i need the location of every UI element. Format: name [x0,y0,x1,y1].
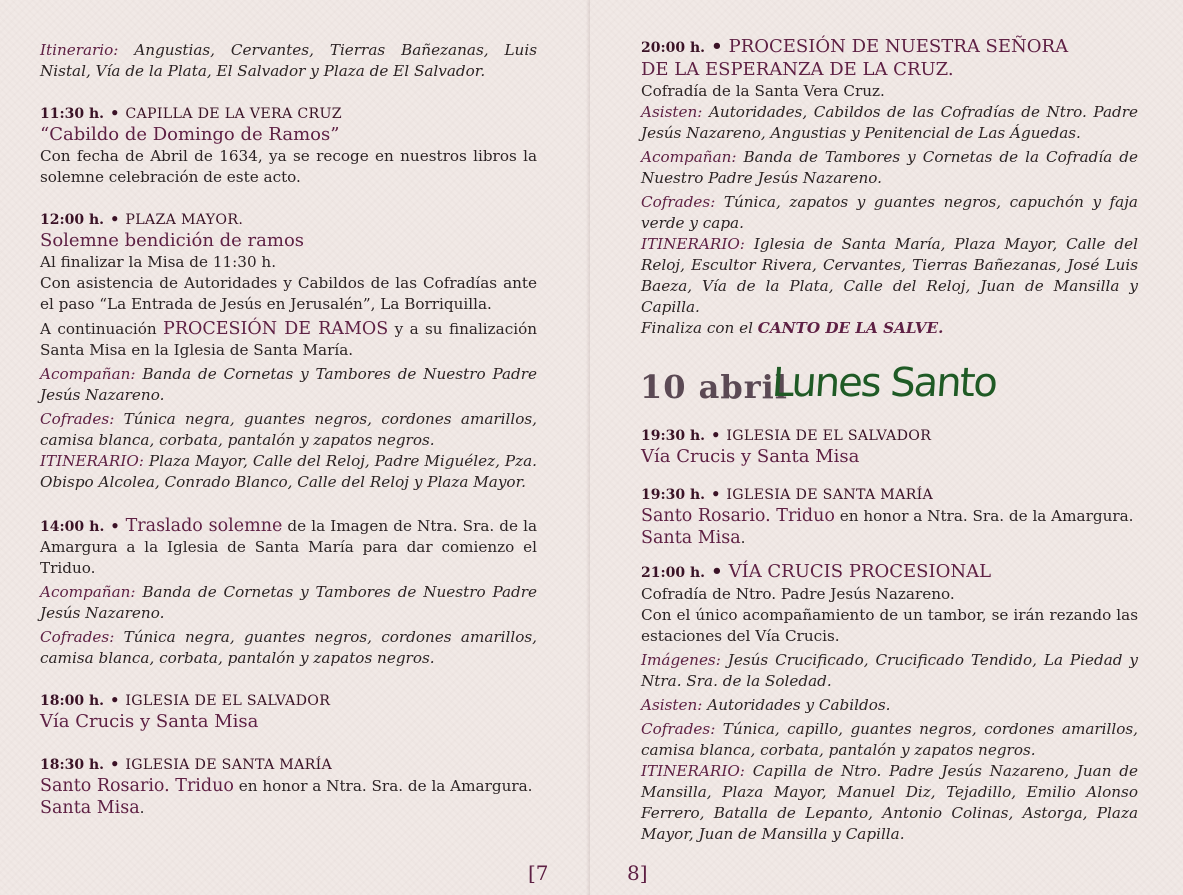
procession-name: PROCESIÓN DE RAMOS [163,319,389,339]
left-column [40,40,537,819]
itinerary-label: ITINERARIO: [40,452,144,470]
bullet: • [110,211,120,228]
cofrades-label: Cofrades: [641,720,716,738]
text-run: Iglesia de Santa María, Plaza Mayor, Calle del Reloj, Escultor Rivera, Cervantes, Tierras Bañezanas, José Luis Baeza, Vía de la Plata, Calle del Reloj, Juan de Mansilla y Capilla. [641,235,1138,316]
right-page [590,0,1183,895]
event-description: Con el único acompañamiento de un tambor, se irán rezando las estaciones del Vía Crucis. [641,606,1138,645]
event-time: 11:30 h. [40,106,105,122]
text-run: en honor a Ntra. Sra. de la Amargura. [834,507,1134,525]
event-title: Vía Crucis y Santa Misa [40,711,259,732]
event-title: Traslado solemne [125,516,283,536]
day-name: Lunes Santo [770,360,998,406]
bullet: • [711,561,723,582]
text-run: Jesús Crucificado, Crucificado Tendido, La Piedad y Ntra. Sra. de la Soledad. [641,651,1138,690]
event-description [40,775,537,819]
text-run: en honor a Ntra. Sra. de la Amargura. [233,777,533,795]
event-time: 18:00 h. [40,693,105,709]
left-page [0,0,590,895]
text-run: Banda de Tambores y Cornetas de la Cofradía de Nuestro Padre Jesús Nazareno. [641,148,1138,187]
attendance-paragraph [641,102,1138,144]
cofrades-label: Cofrades: [641,193,716,211]
bullet: • [110,756,120,773]
event-header [40,691,537,711]
event-description: Cofradía de Ntro. Padre Jesús Nazareno. [641,585,955,603]
event-place: IGLESIA DE EL SALVADOR [125,693,331,709]
cofrades-paragraph [40,409,537,451]
event-header [40,210,537,230]
page-number: 8] [627,861,648,885]
images-label: Imágenes: [641,651,721,669]
itinerary-label: Itinerario: [40,41,119,59]
event-time: 20:00 h. [641,40,706,56]
text-run: y a su finalización Santa Misa en la Iglesia de Santa María. [40,320,537,359]
images-paragraph [641,650,1138,692]
event-title: Santo Rosario. Triduo [40,776,234,796]
itinerary-paragraph [641,234,1138,318]
right-column-lower [641,426,1138,845]
event-header [641,36,1138,59]
event-title: Santa Misa [641,528,741,548]
event-time: 18:30 h. [40,757,105,773]
text-run: . [139,799,145,817]
accompaniment-label: Acompañan: [40,583,136,601]
page-number: [7 [528,861,549,885]
cofrades-label: Cofrades: [40,628,115,646]
event-header [641,561,1138,584]
event-time: 21:00 h. [641,565,706,581]
bullet: • [711,486,721,503]
itinerary-text: Angustias, Cervantes, Tierras Bañezanas, Luis Nistal, Vía de la Plata, El Salvador y Plaza de El Salvador. [40,41,537,80]
accompaniment-paragraph [40,582,537,624]
event-title: “Cabildo de Domingo de Ramos” [40,124,340,145]
event-time: 19:30 h. [641,487,706,503]
itinerary-label: ITINERARIO: [641,762,745,780]
text-run: Plaza Mayor, Calle del Reloj, Padre Miguélez, Pza. Obispo Alcolea, Conrado Blanco, Calle del Reloj y Plaza Mayor. [40,452,537,491]
event-header [40,755,537,775]
event-title: Vía Crucis y Santa Misa [641,446,860,467]
day-date: 10 abril [640,368,788,406]
attendance-label: Asisten: [641,696,703,714]
event-time: 19:30 h. [641,428,706,444]
event-header [641,485,1138,505]
event-title: Santo Rosario. Triduo [641,506,835,526]
text-run: Túnica negra, guantes negros, cordones amarillos, camisa blanca, corbata, pantalón y zapatos negros. [40,628,537,667]
text-run: A continuación [40,320,164,338]
itinerary-paragraph [40,40,537,82]
event-description [40,515,537,579]
closing-highlight: CANTO DE LA SALVE. [757,319,944,337]
bullet: • [110,518,120,535]
itinerary-paragraph [641,761,1138,845]
text-run: Túnica, zapatos y guantes negros, capuchón y faja verde y capa. [641,193,1138,232]
accompaniment-paragraph [641,147,1138,189]
accompaniment-label: Acompañan: [641,148,737,166]
event-place: IGLESIA DE EL SALVADOR [726,428,932,444]
text-run: Banda de Cornetas y Tambores de Nuestro Padre Jesús Nazareno. [40,583,537,622]
text-run: de la Imagen de Ntra. Sra. de la Amargura a la Iglesia de Santa María para dar comienzo el Triduo. [40,517,537,577]
event-time: 14:00 h. [40,519,105,535]
bullet: • [711,36,723,57]
attendance-paragraph [641,695,1138,716]
text-run: Túnica negra, guantes negros, cordones amarillos, camisa blanca, corbata, pantalón y zapatos negros. [40,410,537,449]
text-run: Autoridades, Cabildos de las Cofradías de Ntro. Padre Jesús Nazareno, Angustias y Penitencial de Las Águedas. [641,103,1138,142]
event-title: PROCESIÓN DE NUESTRA SEÑORA [728,36,1069,57]
bullet: • [110,692,120,709]
event-title: Santa Misa [40,798,140,818]
text-run: Capilla de Ntro. Padre Jesús Nazareno, Juan de Mansilla, Plaza Mayor, Manuel Diz, Tejadillo, Emilio Alonso Ferrero, Batalla de Lepanto, Antonio Colinas, Astorga, Plaza Mayor, Juan de Mansilla y Capilla. [641,762,1138,843]
event-title: DE LA ESPERANZA DE LA CRUZ. [641,59,954,80]
cofrades-paragraph [641,719,1138,761]
cofrades-paragraph [641,192,1138,234]
event-place: PLAZA MAYOR. [125,212,244,228]
event-place: IGLESIA DE SANTA MARÍA [125,757,333,773]
event-place: CAPILLA DE LA VERA CRUZ [125,106,342,122]
text-run: Autoridades y Cabildos. [702,696,891,714]
bullet: • [711,427,721,444]
text-run: . [740,529,746,547]
event-place: IGLESIA DE SANTA MARÍA [726,487,934,503]
event-title: Solemne bendición de ramos [40,230,305,251]
event-header [641,426,1138,446]
event-description: Al finalizar la Misa de 11:30 h. [40,253,277,271]
cofrades-label: Cofrades: [40,410,115,428]
right-column [641,36,1138,339]
event-description: Con fecha de Abril de 1634, ya se recoge en nuestros libros la solemne celebración de este acto. [40,147,537,186]
bullet: • [110,105,120,122]
event-time: 12:00 h. [40,212,105,228]
event-header [40,104,537,124]
accompaniment-label: Acompañan: [40,365,136,383]
cofrades-paragraph [40,627,537,669]
attendance-label: Asisten: [641,103,703,121]
itinerary-label: ITINERARIO: [641,235,745,253]
day-heading [640,360,1090,430]
text-run: Finaliza con el [641,319,758,337]
event-description: Con asistencia de Autoridades y Cabildos de las Cofradías ante el paso “La Entrada de Jesús en Jerusalén”, La Borriquilla. [40,274,537,313]
event-description: Cofradía de la Santa Vera Cruz. [641,82,885,100]
event-description [641,505,1138,549]
event-title: VÍA CRUCIS PROCESIONAL [728,561,992,582]
accompaniment-paragraph [40,364,537,406]
text-run: Túnica, capillo, guantes negros, cordones amarillos, camisa blanca, corbata, pantalón y zapatos negros. [641,720,1138,759]
closing-paragraph [641,318,1138,339]
text-run: Banda de Cornetas y Tambores de Nuestro Padre Jesús Nazareno. [40,365,537,404]
event-description [40,318,537,361]
itinerary-paragraph [40,451,537,493]
